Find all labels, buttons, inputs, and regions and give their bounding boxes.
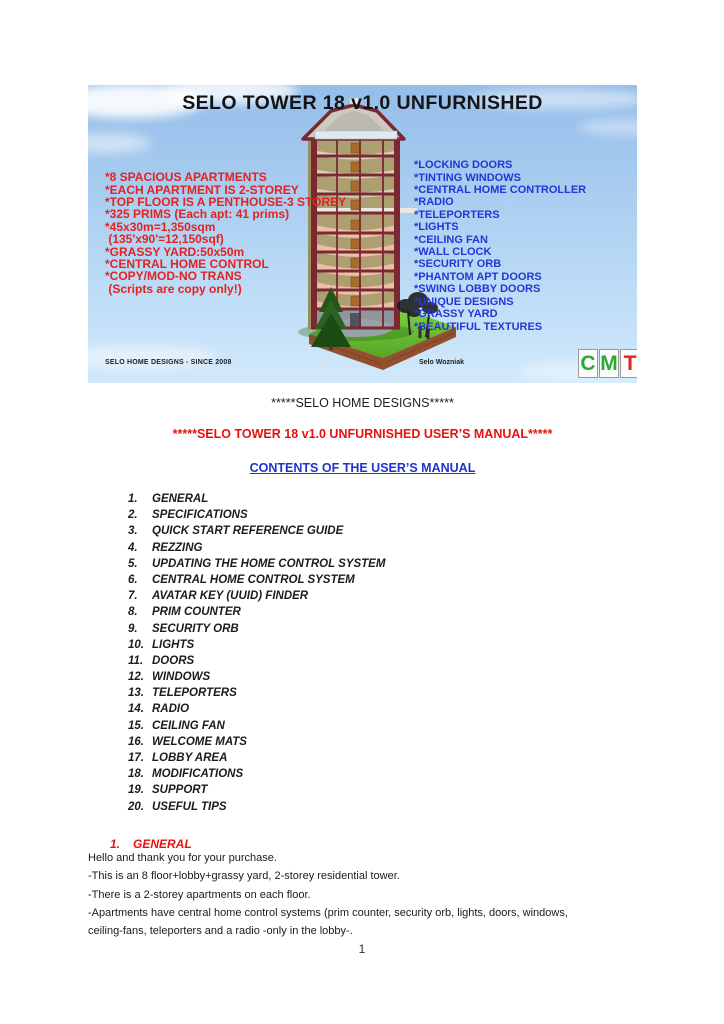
feature-list-right <box>414 122 586 333</box>
toc-item-number: 7. <box>128 590 138 603</box>
feature-item: *LOCKING DOORS <box>414 159 513 172</box>
section-number: 1. <box>110 837 121 851</box>
feature-item: *COPY/MOD-NO TRANS <box>105 269 242 284</box>
heading-contents-wrap <box>88 459 637 477</box>
toc-item-label: TELEPORTERS <box>152 687 237 700</box>
toc-item-number: 14. <box>128 703 144 716</box>
toc-item-number: 2. <box>128 509 138 522</box>
feature-item: *325 PRIMS (Each apt: 41 prims) <box>105 207 290 222</box>
toc-item-label: CENTRAL HOME CONTROL SYSTEM <box>152 573 355 586</box>
toc-item-label: UPDATING THE HOME CONTROL SYSTEM <box>152 557 386 570</box>
body-line: -There is a 2-storey apartments on each floor. <box>88 888 311 901</box>
toc-item-number: 6. <box>128 573 138 586</box>
feature-item: *CENTRAL HOME CONTROLLER <box>414 184 587 197</box>
toc-item-label: LOBBY AREA <box>152 752 228 764</box>
feature-item: *TOP FLOOR IS A PENTHOUSE-3 STOREY <box>105 195 347 210</box>
feature-item: *EACH APARTMENT IS 2-STOREY <box>105 182 299 197</box>
product-banner <box>88 85 637 383</box>
toc-item <box>88 525 508 541</box>
table-of-contents <box>88 493 508 817</box>
logo-letter: C <box>578 349 598 378</box>
page-number: 1 <box>358 942 366 956</box>
toc-item-label: WELCOME MATS <box>152 735 247 748</box>
toc-item-label: WINDOWS <box>152 671 211 684</box>
toc-item <box>88 801 508 817</box>
body-paragraph <box>88 849 648 940</box>
toc-item-label: GENERAL <box>152 493 209 505</box>
feature-item: *8 SPACIOUS APARTMENTS <box>105 170 267 185</box>
feature-item: *CENTRAL HOME CONTROL <box>105 257 269 272</box>
toc-item-number: 13. <box>128 687 144 700</box>
body-line: -This is an 8 floor+lobby+grassy yard, 2-storey residential tower. <box>88 870 400 883</box>
body-line: Hello and thank you for your purchase. <box>88 852 277 864</box>
feature-item: (135'x90'=12,150sqf) <box>105 232 224 247</box>
toc-item-number: 17. <box>128 752 144 764</box>
toc-item-label: PRIM COUNTER <box>152 606 241 619</box>
toc-item-label: SECURITY ORB <box>152 622 239 635</box>
toc-item-label: CEILING FAN <box>152 719 225 732</box>
toc-item-label: REZZING <box>152 541 203 554</box>
toc-item <box>88 736 508 752</box>
toc-item <box>88 655 508 671</box>
toc-item <box>88 542 508 558</box>
toc-item-number: 10. <box>128 638 144 651</box>
brand-tagline: SELO HOME DESIGNS - SINCE 2008 <box>105 359 232 366</box>
feature-item: *RADIO <box>414 196 454 209</box>
toc-item-number: 3. <box>128 525 138 538</box>
feature-item: *LIGHTS <box>414 221 459 234</box>
feature-list-left <box>105 134 346 295</box>
toc-item <box>88 574 508 590</box>
toc-item <box>88 752 508 768</box>
feature-item: *SWING LOBBY DOORS <box>414 283 541 296</box>
heading-brand: *****SELO HOME DESIGNS***** <box>271 396 454 410</box>
toc-item-label: DOORS <box>152 654 195 667</box>
toc-item-number: 18. <box>128 768 144 781</box>
feature-item: *GRASSY YARD <box>414 308 498 321</box>
heading-manual-title: *****SELO TOWER 18 v1.0 UNFURNISHED USER’S MANUAL***** <box>172 427 553 441</box>
toc-item <box>88 590 508 606</box>
toc-item-label: LIGHTS <box>152 638 195 651</box>
feature-item: (Scripts are copy only!) <box>105 281 242 296</box>
toc-item-label: RADIO <box>152 703 190 716</box>
toc-item <box>88 703 508 719</box>
section-title: GENERAL <box>133 837 192 851</box>
toc-item-number: 9. <box>128 622 138 635</box>
toc-item <box>88 509 508 525</box>
toc-item-label: SUPPORT <box>152 784 208 797</box>
feature-item: *WALL CLOCK <box>414 246 492 259</box>
toc-item-number: 12. <box>128 671 144 684</box>
toc-item-number: 19. <box>128 784 144 797</box>
toc-item-number: 8. <box>128 606 138 619</box>
logo-letter: T <box>620 349 637 378</box>
toc-item <box>88 623 508 639</box>
logo-letter: M <box>599 349 619 378</box>
body-line: ceiling-fans, teleporters and a radio -only in the lobby-. <box>88 925 353 938</box>
toc-item-number: 11. <box>128 654 144 667</box>
feature-item: *45x30m=1,350sqm <box>105 219 216 234</box>
toc-item-number: 5. <box>128 557 138 570</box>
toc-item <box>88 558 508 574</box>
feature-item: *CEILING FAN <box>414 233 488 246</box>
toc-item <box>88 720 508 736</box>
banner-title: SELO TOWER 18 v1.0 UNFURNISHED <box>182 92 543 114</box>
feature-item: *PHANTOM APT DOORS <box>414 270 542 283</box>
creator-credit: Selo Wozniak <box>419 359 464 366</box>
feature-item: *GRASSY YARD:50x50m <box>105 244 245 259</box>
feature-item: *BEAUTIFUL TEXTURES <box>414 320 543 333</box>
toc-item <box>88 639 508 655</box>
body-line: -Apartments have central home control systems (prim counter, security orb, lights, doors, windows, <box>88 906 568 919</box>
toc-item <box>88 768 508 784</box>
toc-item-number: 16. <box>128 735 144 748</box>
toc-item <box>88 493 508 509</box>
cmt-logo <box>578 349 637 378</box>
contents-link[interactable]: CONTENTS OF THE USER’S MANUAL <box>249 461 476 475</box>
feature-item: *SECURITY ORB <box>414 258 502 271</box>
toc-item-label: MODIFICATIONS <box>152 768 244 781</box>
feature-item: *TELEPORTERS <box>414 208 500 221</box>
feature-item: *TINTING WINDOWS <box>414 171 521 184</box>
feature-item: *UNIQUE DESIGNS <box>414 295 514 308</box>
toc-item-label: AVATAR KEY (UUID) FINDER <box>152 590 309 603</box>
toc-item-label: QUICK START REFERENCE GUIDE <box>152 525 344 538</box>
toc-item <box>88 784 508 800</box>
toc-item-number: 4. <box>128 541 138 554</box>
toc-item <box>88 671 508 687</box>
toc-item-label: SPECIFICATIONS <box>152 509 248 522</box>
toc-item <box>88 606 508 622</box>
toc-item-number: 15. <box>128 719 144 732</box>
toc-item-number: 20. <box>128 800 144 813</box>
toc-item-label: USEFUL TIPS <box>152 800 227 813</box>
toc-item <box>88 687 508 703</box>
toc-item-number: 1. <box>128 493 138 505</box>
